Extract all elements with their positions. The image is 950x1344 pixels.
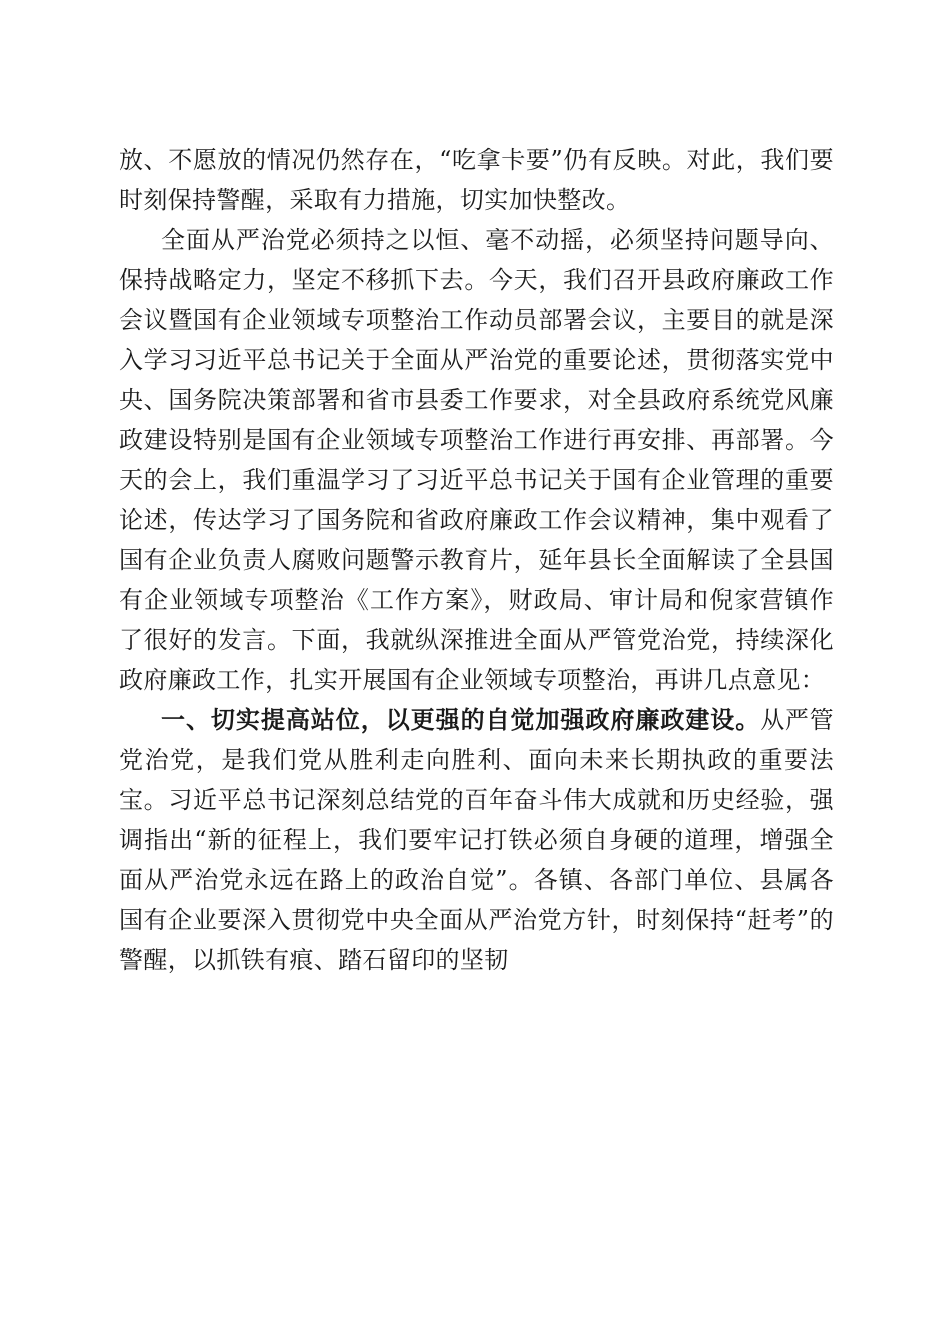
document-body — [119, 140, 834, 980]
section-heading: 一、切实提高站位，以更强的自觉加强政府廉政建设。 — [161, 706, 761, 734]
paragraph-text: 从严管党治党，是我们党从胜利走向胜利、面向未来长期执政的重要法宝。习近平总书记深刻总结党的百年奋斗伟大成就和历史经验，强调指出“新的征程上，我们要牢记打铁必须自身硬的道理，增强全面从严治党永远在路上的政治自觉”。各镇、各部门单位、县属各国有企业要深入贯彻党中央全面从严治党方针，时刻保持“赶考”的警醒，以抓铁有痕、踏石留印的坚韧 — [119, 706, 834, 974]
paragraph-text: 全面从严治党必须持之以恒、毫不动摇，必须坚持问题导向、保持战略定力，坚定不移抓下去。今天，我们召开县政府廉政工作会议暨国有企业领域专项整治工作动员部署会议，主要目的就是深入学习习近平总书记关于全面从严治党的重要论述，贯彻落实党中央、国务院决策部署和省市县委工作要求，对全县政府系统党风廉政建设特别是国有企业领域专项整治工作进行再安排、再部署。今天的会上，我们重温学习了习近平总书记关于国有企业管理的重要论述，传达学习了国务院和省政府廉政工作会议精神，集中观看了国有企业负责人腐败问题警示教育片，延年县长全面解读了全县国有企业领域专项整治《工作方案》，财政局、审计局和倪家营镇作了很好的发言。下面，我就纵深推进全面从严管党治党，持续深化政府廉政工作，扎实开展国有企业领域专项整治，再讲几点意见： — [119, 226, 834, 694]
paragraph-continuation — [119, 140, 834, 220]
paragraph-section-one — [119, 700, 834, 980]
paragraph-meeting-intro — [119, 220, 834, 700]
paragraph-text: 放、不愿放的情况仍然存在，“吃拿卡要”仍有反映。对此，我们要时刻保持警醒，采取有力措施，切实加快整改。 — [119, 146, 834, 214]
